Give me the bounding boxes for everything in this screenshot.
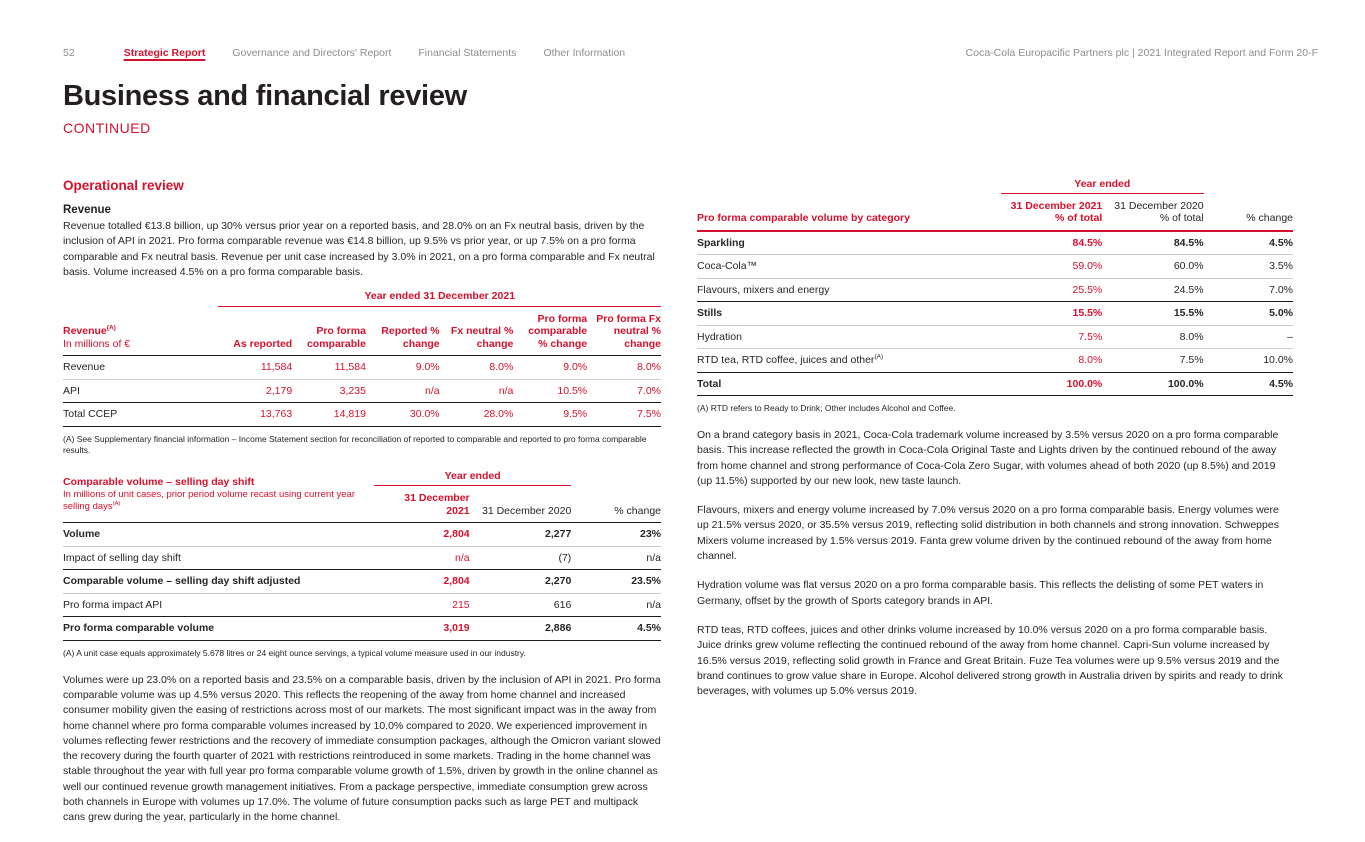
volume-table-title-cell [63, 470, 374, 523]
row-header-title: Revenue [63, 325, 107, 338]
col-pf-comparable-change: Pro forma comparable % change [513, 306, 587, 356]
cell: 2,179 [218, 379, 292, 403]
category-table-span-header: Year ended [1001, 178, 1204, 193]
cell: 11,584 [218, 356, 292, 380]
cell: 9.5% [513, 403, 587, 427]
page-subtitle: CONTINUED [63, 120, 151, 136]
cell: (7) [470, 546, 572, 570]
table-row [63, 593, 661, 617]
table-row [63, 546, 661, 570]
cell: 23.5% [571, 570, 661, 594]
nav-governance[interactable]: Governance and Directors' Report [232, 47, 392, 59]
col-pf-fx-neutral-change: Pro forma Fx neutral % change [587, 306, 661, 356]
table-row [63, 617, 661, 641]
cell: 7.0% [587, 379, 661, 403]
row-label: Flavours, mixers and energy [697, 278, 1001, 302]
section-nav [124, 47, 625, 59]
revenue-table [63, 290, 661, 427]
row-label-sup: (A) [874, 353, 884, 361]
table-row [63, 570, 661, 594]
revenue-heading: Revenue [63, 204, 111, 216]
cell: 11,584 [292, 356, 366, 380]
nav-other-information[interactable]: Other Information [543, 47, 626, 59]
right-column [697, 178, 1293, 709]
spacer-cell [697, 178, 1001, 193]
cell: 28.0% [440, 403, 514, 427]
cell: n/a [440, 379, 514, 403]
cell: 59.0% [1001, 255, 1102, 279]
row-label: Comparable volume – selling day shift adjusted [63, 570, 374, 594]
row-label: Volume [63, 523, 374, 547]
cell: 2,804 [374, 523, 470, 547]
row-label: Impact of selling day shift [63, 546, 374, 570]
cell: 13,763 [218, 403, 292, 427]
cell: 2,277 [470, 523, 572, 547]
revenue-table-footnote: (A) See Supplementary financial information – Income Statement section for reconciliation of reported to comparable and reported to pro forma comparable results. [63, 433, 647, 455]
col-2021-line2: % of total [1055, 212, 1103, 224]
volume-table-subtitle-sup: (A) [112, 500, 121, 507]
cell: 30.0% [366, 403, 440, 427]
col-as-reported: As reported [218, 306, 292, 356]
hydration-paragraph: Hydration volume was flat versus 2020 on a pro forma comparable basis. This reflects the delisting of some PET waters in Germany, offset by the growth of Sports category brands in API. [697, 579, 1264, 607]
table-row [63, 356, 661, 380]
col-2020-pct-of-total [1102, 193, 1203, 231]
cell: n/a [366, 379, 440, 403]
cell: 15.5% [1102, 302, 1203, 326]
brand-category-paragraph: On a brand category basis in 2021, Coca-Cola trademark volume increased by 3.5% versus 2020 on a pro forma comparable basis. This increase reflected the growth in Coca-Cola Original Taste and Lights driven by the continued rebound of the away from home channel and strong performance of Coca-Cola Zero Sugar, with volumes ahead of both 2020 (up 8.5%) and 2019 (up 11.5%) supported by our new look, new taste launch. [697, 429, 1279, 487]
category-table-footnote: (A) RTD refers to Ready to Drink; Other includes Alcohol and Coffee. [697, 403, 956, 413]
cell: 10.5% [513, 379, 587, 403]
col-2021-pct-of-total [1001, 193, 1102, 231]
col-fx-neutral-change: Fx neutral % change [440, 306, 514, 356]
row-label: Hydration [697, 325, 1001, 349]
cell: 10.0% [1204, 349, 1293, 373]
cell: 4.5% [1204, 231, 1293, 255]
table-row [697, 278, 1293, 302]
cell: 23% [571, 523, 661, 547]
table-row [697, 302, 1293, 326]
col-2020-line1: 31 December 2020 [1114, 199, 1204, 212]
cell: 2,804 [374, 570, 470, 594]
volume-table-title: Comparable volume – selling day shift [63, 475, 255, 488]
nav-strategic-report[interactable]: Strategic Report [123, 47, 206, 59]
comparable-volume-table [63, 470, 661, 641]
table-row [63, 523, 661, 547]
category-table-row-header: Pro forma comparable volume by category [697, 193, 1001, 231]
page-title: Business and financial review [63, 80, 467, 112]
cell: 4.5% [571, 617, 661, 641]
row-label: Stills [697, 302, 1001, 326]
cell: 215 [374, 593, 470, 617]
col-pro-forma-comparable: Pro forma comparable [292, 306, 366, 356]
row-header-sub: In millions of € [63, 337, 131, 350]
rtd-paragraph: RTD teas, RTD coffees, juices and other drinks volume increased by 10.0% versus 2020 on a pro forma comparable basis. Juice drinks grew volume reflecting the continued rebound of the away from home channel. Capri-Sun volume increased by 16.5% versus 2019, reflecting solid growth in France and Great Britain. Fuze Tea volumes were up 9.5% versus 2019 and the brand continues to grow value share in Europe. Alcohol delivered strong growth in Australia driven by spirits and ready to drink beverages, with volumes up 5.0% versus 2019. [697, 623, 1283, 698]
cell: 100.0% [1102, 372, 1203, 396]
row-label: Total [697, 372, 1001, 396]
cell: n/a [374, 546, 470, 570]
cell: n/a [571, 546, 661, 570]
cell: 3,019 [374, 617, 470, 641]
volume-table-subtitle-text: In millions of unit cases, prior period volume recast using current year selling days [63, 489, 355, 512]
cell: – [1204, 325, 1293, 349]
row-label [697, 349, 1001, 373]
col-2021-line1: 31 December 2021 [1010, 199, 1103, 212]
col-2021: 31 December 2021 [374, 486, 470, 523]
cell: 100.0% [1001, 372, 1102, 396]
row-label: Total CCEP [63, 403, 218, 427]
report-title-header: Coca-Cola Europacific Partners plc | 2021 Integrated Report and Form 20-F [965, 47, 1318, 59]
cell: 7.0% [1204, 278, 1293, 302]
cell: 4.5% [1204, 372, 1293, 396]
cell: 8.0% [1102, 325, 1203, 349]
row-label: Pro forma comparable volume [63, 617, 374, 641]
cell: n/a [571, 593, 661, 617]
volumes-paragraph: Volumes were up 23.0% on a reported basis and 23.5% on a comparable basis, driven by the inclusion of API in 2021. Pro forma comparable volume was up 4.5% versus 2020. This reflects the reopening of the away from home channel and increased consumer mobility given the easing of restrictions across most of our markets. The most significant impact was in the away from home channel where pro forma comparable volumes increased by 10.0% compared to 2020. We experienced improvement in volumes reflecting fewer restrictions and the recovery of immediate consumption packages, although the Omicron variant slowed the recovery during the fourth quarter of 2021 with restrictions reintroduced in some markets. Trading in the home channel was stable throughout the year with full year pro forma comparable volume growth of 1.5%, driven by growth in the online channel as well our continued revenue growth management initiatives. From a package perspective, immediate consumption grew across both channels in Europe with volumes up 17.0%. The volume of future consumption packs such as large PET and multipack cans grew during the year, particularly in the home channel. [63, 673, 661, 824]
table-row [697, 325, 1293, 349]
cell: 7.5% [1001, 325, 1102, 349]
cell: 7.5% [587, 403, 661, 427]
volume-table-footnote: (A) A unit case equals approximately 5.678 litres or 24 eight ounce servings, a typical volume measure used in our industry. [63, 647, 526, 658]
cell: 2,886 [470, 617, 572, 641]
row-label: Coca-Cola™ [697, 255, 1001, 279]
col-pct-change: % change [571, 486, 661, 523]
table-row [63, 379, 661, 403]
page-header [63, 47, 1318, 59]
col-reported-change: Reported % change [366, 306, 440, 356]
revenue-table-row-header [63, 306, 218, 356]
col-2020: 31 December 2020 [470, 486, 572, 523]
cell: 8.0% [440, 356, 514, 380]
table-row [63, 403, 661, 427]
category-volume-table [697, 178, 1293, 396]
cell: 5.0% [1204, 302, 1293, 326]
cell: 15.5% [1001, 302, 1102, 326]
volume-table-span-header: Year ended [374, 470, 571, 486]
cell: 60.0% [1102, 255, 1203, 279]
nav-financial-statements[interactable]: Financial Statements [418, 47, 517, 59]
cell: 3.5% [1204, 255, 1293, 279]
table-row [697, 255, 1293, 279]
cell: 8.0% [1001, 349, 1102, 373]
cell: 616 [470, 593, 572, 617]
cell: 7.5% [1102, 349, 1203, 373]
table-row [697, 372, 1293, 396]
cell: 24.5% [1102, 278, 1203, 302]
revenue-table-span-header: Year ended 31 December 2021 [218, 290, 661, 306]
section-heading: Operational review [63, 178, 184, 193]
cell: 25.5% [1001, 278, 1102, 302]
cell: 14,819 [292, 403, 366, 427]
cell: 84.5% [1102, 231, 1203, 255]
row-label: Revenue [63, 356, 218, 380]
spacer-cell [63, 290, 218, 306]
row-label: Sparkling [697, 231, 1001, 255]
flavours-paragraph: Flavours, mixers and energy volume increased by 7.0% versus 2020 on a pro forma comparable basis. Energy volumes were up 21.5% versus 2020, or 35.5% versus 2019, reflecting solid distribution in both channels and strong innovation. Schweppes Mixers volume increased by 1.5% versus 2019. Fanta grew volume driven by the continued rebound of the away from home channel. [697, 504, 1279, 563]
spacer-cell [1204, 178, 1293, 193]
page-number: 52 [63, 47, 75, 59]
volume-table-subtitle [63, 489, 374, 512]
col-pct-change: % change [1204, 193, 1293, 231]
cell: 84.5% [1001, 231, 1102, 255]
cell: 3,235 [292, 379, 366, 403]
left-column [63, 178, 661, 836]
spacer-cell [571, 470, 661, 486]
row-header-sup: (A) [106, 324, 116, 332]
cell: 8.0% [587, 356, 661, 380]
table-row [697, 231, 1293, 255]
table-row [697, 349, 1293, 373]
row-label: Pro forma impact API [63, 593, 374, 617]
cell: 2,270 [470, 570, 572, 594]
col-2020-line2: % of total [1159, 212, 1204, 224]
cell: 9.0% [366, 356, 440, 380]
revenue-paragraph: Revenue totalled €13.8 billion, up 30% versus prior year on a reported basis, and 28.0% on an Fx neutral basis, driven by the inclusion of API in 2021. Pro forma comparable revenue was €14.8 billion, up 9.5% vs prior year, or up 7.5% on a pro forma comparable and Fx neutral basis. Revenue per unit case increased by 3.0% in 2021, on a pro forma comparable and Fx neutral basis. Volume increased 4.5% on a pro forma comparable basis. [63, 220, 655, 278]
row-label: API [63, 379, 218, 403]
row-label-text: RTD tea, RTD coffee, juices and other [697, 354, 875, 366]
cell: 9.0% [513, 356, 587, 380]
